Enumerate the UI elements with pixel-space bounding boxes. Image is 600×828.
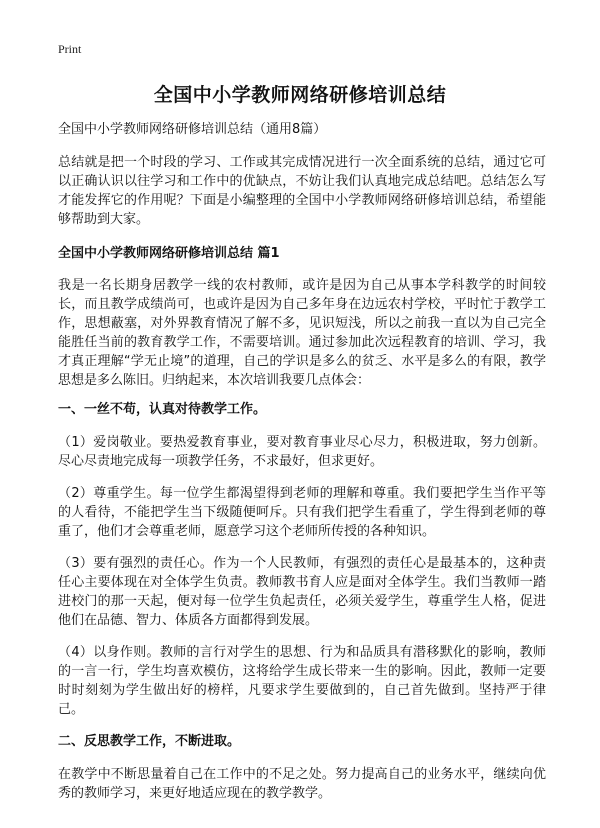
body-paragraph: 我是一名长期身居教学一线的农村教师，或许是因为自己从事本学科教学的时间较长，而且教学成绩尚可，也或许是因为自己多年身在边远农村学校，平时忙于教学工作，思想蔽塞，对外界教育情况了解不多，见识短浅，所以之前我一直以为自己完全能胜任当前的教育教学工作，不需要培训。通过参加此次远程教育的培训、学习，我才真正理解“学无止境”的道理，自己的学识是多么的贫乏、水平是多么的有限，教学思想是多么陈旧。归纳起来，本次培训我要几点体会： [58,278,546,388]
section-heading-2: 二、反思教学工作，不断进取。 [58,734,241,749]
print-label: Print [58,42,82,56]
document-subtitle: 全国中小学教师网络研修培训总结（通用8篇） [58,122,327,137]
intro-paragraph: 总结就是把一个时段的学习、工作或其完成情况进行一次全面系统的总结，通过它可以正确认识以往学习和工作中的优缺点，不妨让我们认真地完成总结吧。总结怎么写才能发挥它的作用呢？下面是小编整理的全国中小学教师网络研修培训总结，希望能够帮助到大家。 [58,155,546,227]
list-item-4: （4）以身作则。教师的言行对学生的思想、行为和品质具有潜移默化的影响，教师的一言一行，学生均喜欢模仿，这将给学生成长带来一生的影响。因此，教师一定要时时刻刻为学生做出好的榜样，凡要求学生要做到的，自己首先做到。坚持严于律己。 [58,645,546,717]
document-body [58,120,546,813]
list-item-1: （1）爱岗敬业。要热爱教育事业，要对教育事业尽心尽力，积极进取，努力创新。尽心尽责地完成每一项教学任务，不求最好，但求更好。 [58,435,546,469]
list-item-2: （2）尊重学生。每一位学生都渴望得到老师的理解和尊重。我们要把学生当作平等的人看待，不能把学生当下级随便呵斥。只有我们把学生看重了，学生得到老师的尊重了，他们才会尊重老师，愿意学习这个老师所传授的各种知识。 [58,486,546,539]
section-heading-1: 一、一丝不苟，认真对待教学工作。 [58,402,267,417]
page-title: 全国中小学教师网络研修培训总结 [153,84,447,106]
body-paragraph-2: 在教学中不断思量着自己在工作中的不足之处。努力提高自己的业务水平，继续向优秀的教师学习，来更好地适应现在的教学教学。 [58,767,546,801]
list-item-3: （3）要有强烈的责任心。作为一个人民教师，有强烈的责任心是最基本的，这种责任心主要体现在对全体学生负责。教师教书育人应是面对全体学生。我们当教师一踏进校门的那一天起，便对每一位学生负起责任，必须关爱学生，尊重学生人格，促进他们在品德、智力、体质各方面都得到发展。 [58,556,546,628]
section-title: 全国中小学教师网络研修培训总结 篇1 [58,246,280,261]
